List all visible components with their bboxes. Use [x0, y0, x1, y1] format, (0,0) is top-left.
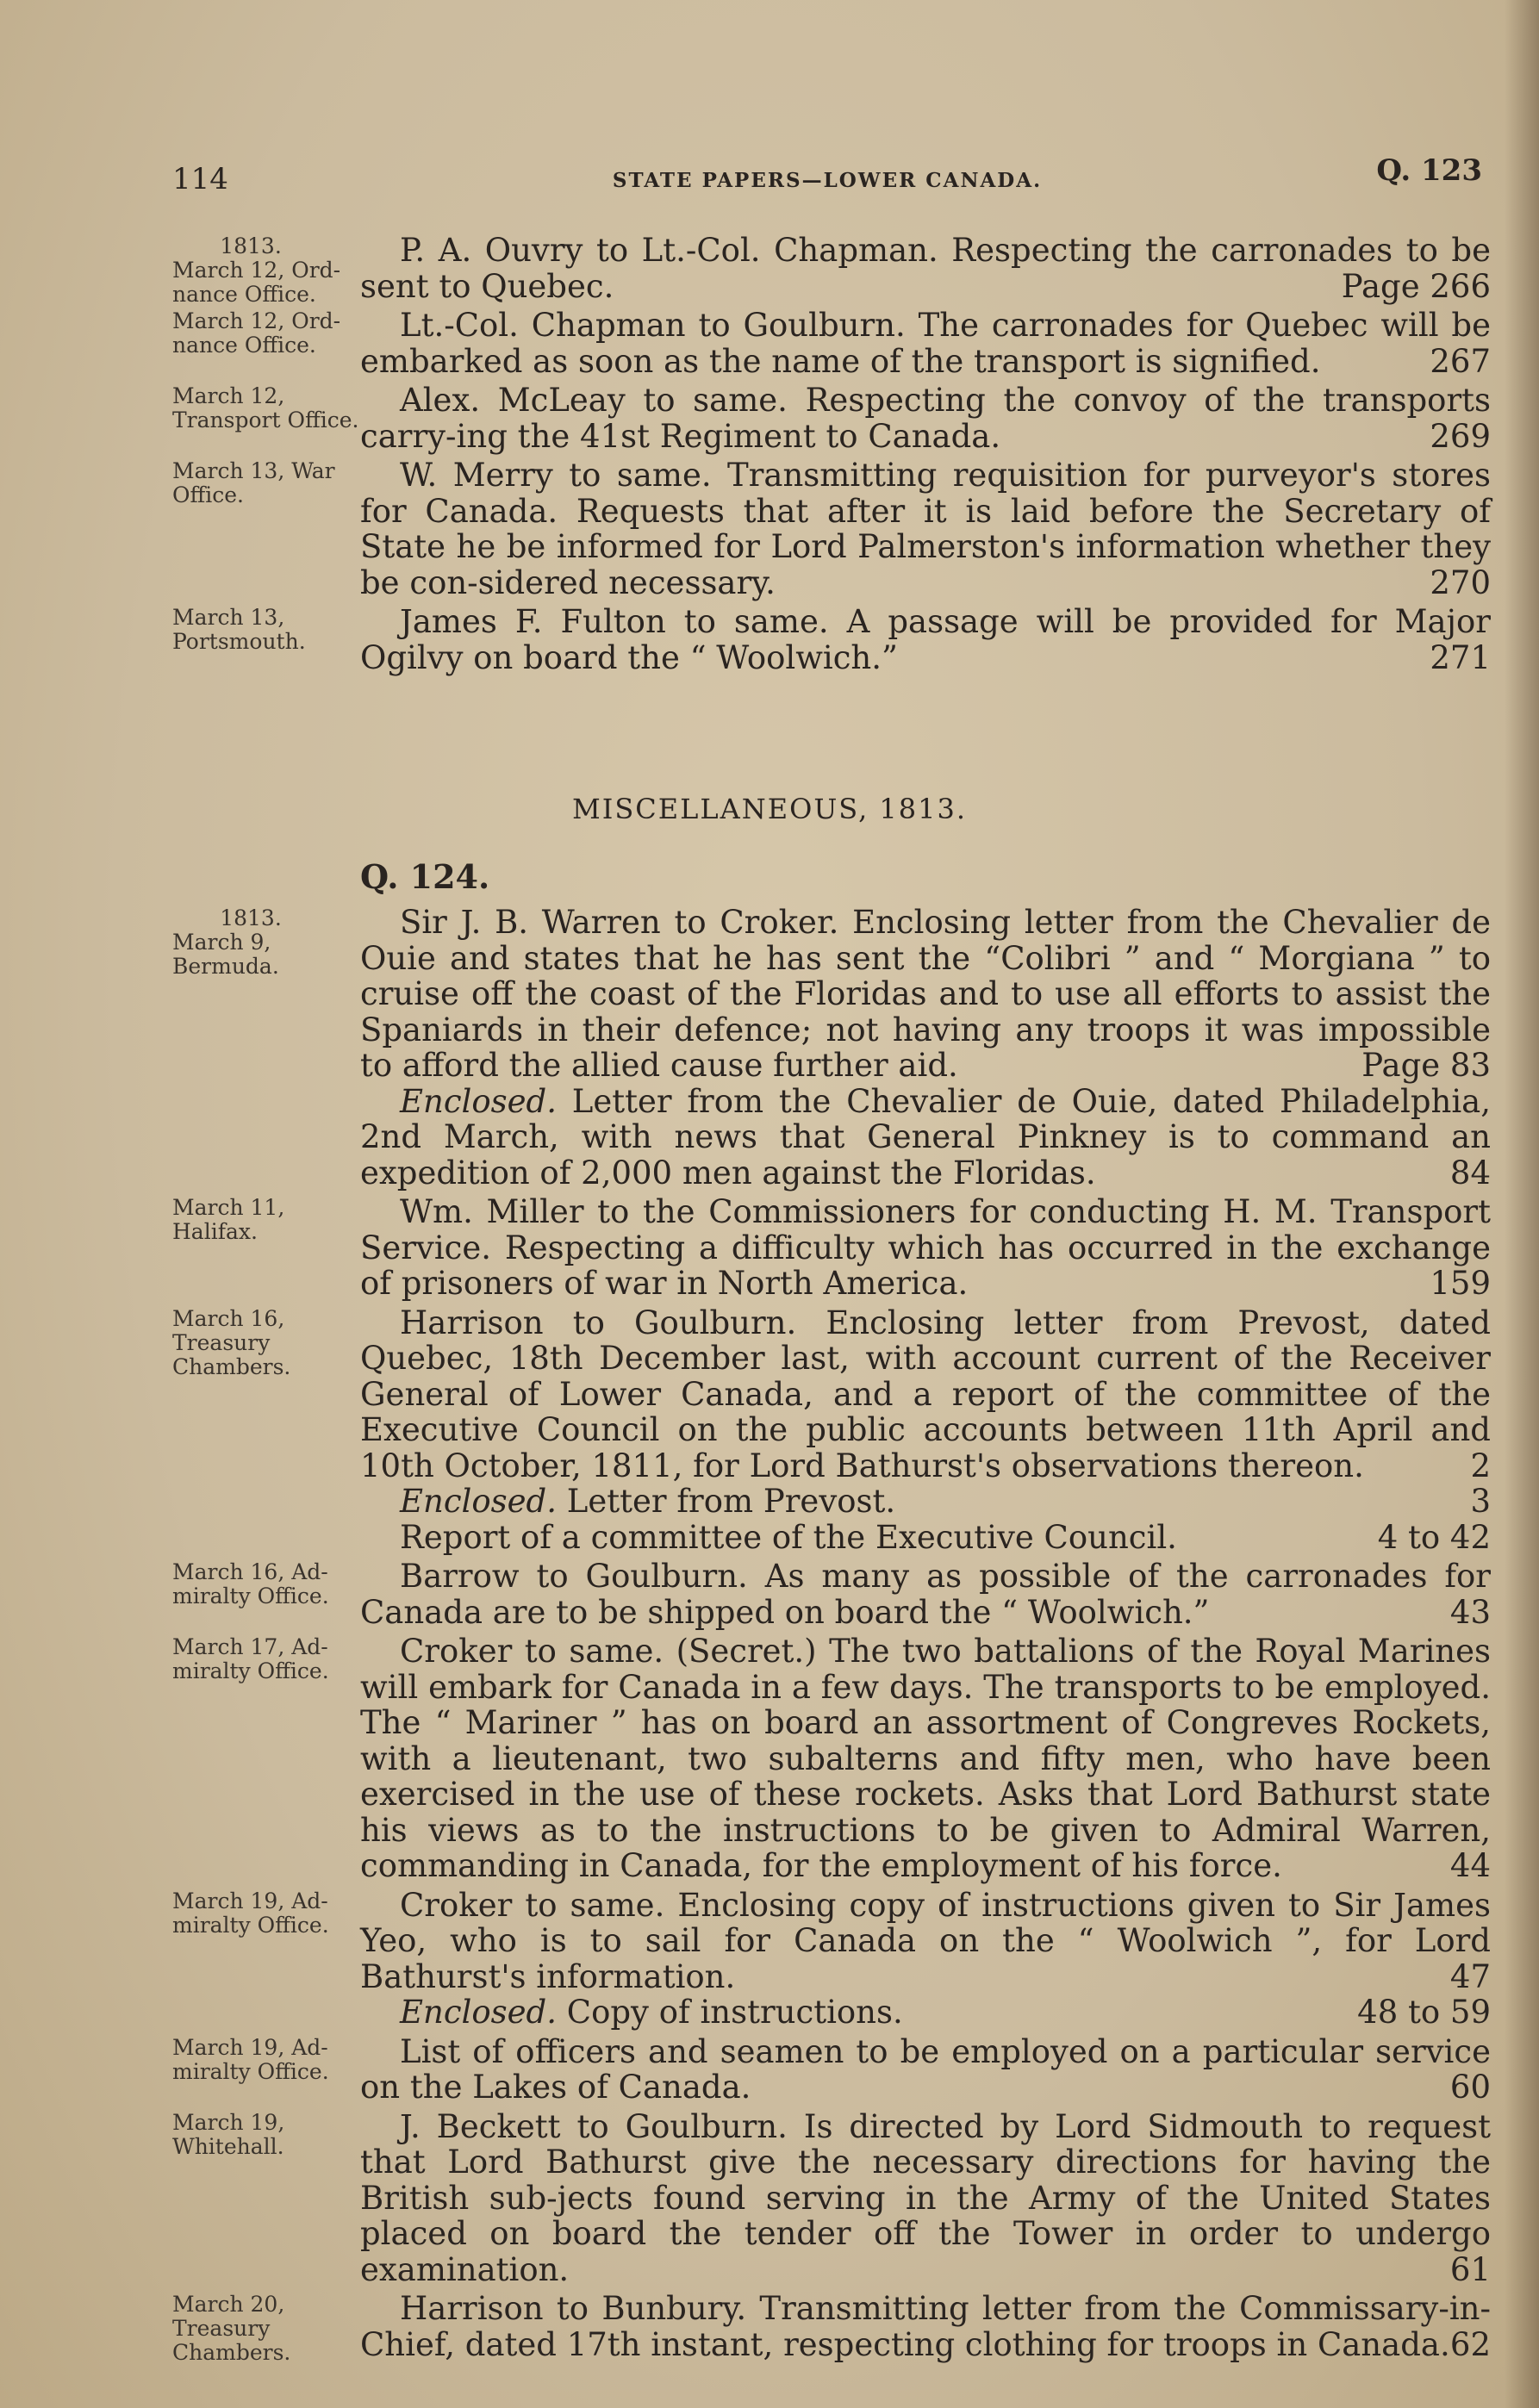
entry-date-place: [172, 459, 360, 507]
entry-page-ref: 47: [1449, 1957, 1491, 1995]
entry-body: [360, 383, 1491, 454]
entry-year: 1813.: [220, 905, 282, 930]
entry-paragraph: [360, 457, 1491, 600]
entry-side-note: March 19, Whitehall.: [172, 2109, 285, 2159]
entry-body: [360, 2109, 1491, 2288]
entry: [172, 1888, 1491, 2031]
entry-paragraph: [360, 1633, 1491, 1884]
entry-paragraph: [360, 383, 1491, 454]
enclosure-page-ref: 48 to 59: [1357, 1994, 1491, 2031]
entry-page-ref: Page 83: [1361, 1047, 1491, 1084]
entry-date-place: [172, 2293, 360, 2365]
entry-page-ref: 267: [1430, 342, 1491, 380]
entry: [172, 1559, 1491, 1630]
entry-enclosure: [360, 1084, 1491, 1192]
enclosure-label: Enclosed.: [400, 1082, 558, 1120]
entry-side-note: March 12, Transport Office.: [172, 383, 359, 432]
entry-paragraph: [360, 2034, 1491, 2106]
entry: [172, 1305, 1491, 1556]
entry-paragraph: [360, 1559, 1491, 1630]
entry-body: [360, 1633, 1491, 1884]
entry-text: James F. Fulton to same. A passage will be provided for Major Ogilvy on board the “ Woolwich.”: [360, 603, 1491, 676]
entry-date-place: [172, 1307, 360, 1379]
entry-body: [360, 2291, 1491, 2362]
entry-text: Croker to same. Enclosing copy of instructions given to Sir James Yeo, who is to sail for Canada on the “ Woolwich ”, for Lord Bathurst's information.: [360, 1886, 1491, 1995]
entry-text: W. Merry to same. Transmitting requisition for purveyor's stores for Canada. Requests that after it is laid before the Secretary of State he be informed for Lord Palmerston's information whether they be con-sidered necessary.: [360, 457, 1491, 601]
entry-text: Wm. Miller to the Commissioners for conducting H. M. Transport Service. Respecting a difficulty which has occurred in the exchange of prisoners of war in North America.: [360, 1193, 1491, 1302]
entry-date-place: [172, 309, 360, 358]
entry-side-note: March 19, Ad-miralty Office.: [172, 2034, 329, 2084]
entry-date-place: [172, 1635, 360, 1683]
enclosure-text: Report of a committee of the Executive Council.: [400, 1518, 1177, 1556]
entry-side-note: March 16, Treasury Chambers.: [172, 1305, 291, 1379]
volume-number: Q. 123: [1376, 153, 1482, 188]
entry-text: List of officers and seamen to be employed on a particular service on the Lakes of Canada.: [360, 2032, 1491, 2106]
entry-enclosure: [360, 1994, 1491, 2031]
entry-page-ref: 62: [1449, 2325, 1491, 2363]
entry-enclosure: [360, 1520, 1491, 1556]
entry-page-ref: 44: [1449, 1847, 1491, 1884]
entry-text: Lt.-Col. Chapman to Goulburn. The carronades for Quebec will be embarked as soon as the name of the transport is signified.: [360, 307, 1491, 380]
entry-page-ref: 60: [1449, 2069, 1491, 2106]
entry-text: Alex. McLeay to same. Respecting the convoy of the transports carry-ing the 41st Regiment to Canada.: [360, 382, 1491, 455]
entry-side-note: March 12, Ord-nance Office.: [172, 308, 341, 358]
entry-paragraph: [360, 233, 1491, 304]
entry-body: [360, 233, 1491, 304]
entry-text: P. A. Ouvry to Lt.-Col. Chapman. Respecting the carronades to be sent to Quebec.: [360, 232, 1491, 305]
section-volume: Q. 124.: [360, 857, 490, 896]
entry-paragraph: [360, 2291, 1491, 2362]
entry-text: Croker to same. (Secret.) The two battalions of the Royal Marines will embark for Canada in a few days. The transports to be employed. The “ Mariner ” has on board an assortment of Congreves Rockets, with a lieutenant, two subalterns and fifty men, who have been exercised in the use of these rockets. Asks that Lord Bathurst state his views as to the instructions to be given to Admiral Warren, commanding in Canada, for the employment of his force.: [360, 1633, 1491, 1884]
enclosure-text: Copy of instructions.: [566, 1994, 903, 2031]
entry-date-place: [172, 2036, 360, 2084]
entry: [172, 905, 1491, 1191]
entry-body: [360, 308, 1491, 379]
entry-paragraph: [360, 308, 1491, 379]
entry-enclosure: [360, 1484, 1491, 1520]
running-title: STATE PAPERS—LOWER CANADA.: [612, 169, 1043, 192]
entry-paragraph: [360, 604, 1491, 675]
entry: [172, 1194, 1491, 1302]
entry-body: [360, 1194, 1491, 1302]
enclosure-page-ref: 84: [1449, 1154, 1491, 1192]
entry-page-ref: 270: [1430, 563, 1491, 601]
entry-body: [360, 1305, 1491, 1556]
entry: [172, 604, 1491, 675]
entry-paragraph: [360, 1305, 1491, 1484]
entry-page-ref: Page 266: [1341, 267, 1491, 305]
q124-entries: [172, 905, 1491, 2366]
entry: [172, 2034, 1491, 2106]
entry-paragraph: [360, 1194, 1491, 1302]
enclosure-text: Letter from Prevost.: [566, 1483, 896, 1520]
entry-side-note: March 12, Ord-nance Office.: [172, 258, 341, 307]
entry: [172, 383, 1491, 454]
enclosure-label: Enclosed.: [400, 1483, 558, 1520]
entry-text: Sir J. B. Warren to Croker. Enclosing letter from the Chevalier de Ouie and states that he has sent the “Colibri ” and “ Morgiana ” to cruise off the coast of the Floridas and to use all efforts to assist the Spaniards in their defence; not having any troops it was impossible to afford the allied cause further aid.: [360, 904, 1491, 1084]
entry-page-ref: 159: [1430, 1265, 1491, 1302]
entry-page-ref: 43: [1449, 1593, 1491, 1631]
entry-year: 1813.: [220, 233, 282, 258]
entry-date-place: [172, 384, 360, 432]
section-title: MISCELLANEOUS, 1813.: [571, 793, 968, 825]
entry-text: Harrison to Goulburn. Enclosing letter from Prevost, dated Quebec, 18th December last, with account current of the Receiver General of Lower Canada, and a report of the committee of the Executive Council on the public accounts between 11th April and 10th October, 1811, for Lord Bathurst's observations thereon.: [360, 1304, 1491, 1484]
entry-body: [360, 1888, 1491, 2031]
page-number: 114: [172, 162, 228, 196]
entry-page-ref: 271: [1430, 638, 1491, 676]
entry-body: [360, 905, 1491, 1191]
enclosure-text: Letter from the Chevalier de Ouie, dated Philadelphia, 2nd March, with news that General Pinkney is to command an expedition of 2,000 men against the Floridas.: [360, 1082, 1492, 1192]
entry-side-note: March 16, Ad-miralty Office.: [172, 1559, 329, 1608]
entry: [172, 2109, 1491, 2288]
entry-paragraph: [360, 905, 1491, 1084]
entry-text: J. Beckett to Goulburn. Is directed by Lord Sidmouth to request that Lord Bathurst give the necessary directions for having the British sub-jects found serving in the Army of the United States placed on board the tender off the Tower in order to undergo examination.: [360, 2107, 1491, 2288]
entry-side-note: March 20, Treasury Chambers.: [172, 2292, 291, 2365]
entry-text: Barrow to Goulburn. As many as possible of the carronades for Canada are to be shipped on board the “ Woolwich.”: [360, 1558, 1491, 1631]
entry-side-note: March 13, War Office.: [172, 458, 335, 507]
entry-page-ref: 269: [1430, 417, 1491, 455]
entry-page-ref: 2: [1470, 1447, 1491, 1484]
entry-date-place: [172, 1560, 360, 1608]
entry-text: Harrison to Bunbury. Transmitting letter from the Commissary-in-Chief, dated 17th instant, respecting clothing for troops in Canada.: [360, 2290, 1491, 2363]
entry-body: [360, 2034, 1491, 2106]
entry-side-note: March 9, Bermuda.: [172, 930, 279, 979]
q123-entries: [172, 233, 1491, 679]
entry: [172, 232, 1491, 307]
enclosure-page-ref: 3: [1470, 1483, 1491, 1520]
enclosure-label: Enclosed.: [400, 1994, 558, 2031]
entry-side-note: March 13, Portsmouth.: [172, 605, 306, 654]
page-header: [172, 153, 1482, 196]
entry-body: [360, 457, 1491, 600]
entry: [172, 1633, 1491, 1884]
entry-body: [360, 1559, 1491, 1630]
entry-paragraph: [360, 1888, 1491, 1995]
entry-side-note: March 19, Ad-miralty Office.: [172, 1888, 329, 1938]
entry: [172, 2290, 1491, 2365]
entry: [172, 308, 1491, 379]
entry-page-ref: 61: [1449, 2250, 1491, 2288]
entry-date-place: [172, 234, 360, 307]
entry-side-note: March 17, Ad-miralty Office.: [172, 1634, 329, 1683]
entry: [172, 457, 1491, 600]
entry-date-place: [172, 1196, 360, 1244]
entry-date-place: [172, 606, 360, 654]
entry-body: [360, 604, 1491, 675]
page-spine-shadow: [1505, 0, 1539, 2408]
entry-date-place: [172, 1889, 360, 1938]
entry-date-place: [172, 2111, 360, 2159]
entry-paragraph: [360, 2109, 1491, 2288]
enclosure-page-ref: 4 to 42: [1377, 1518, 1491, 1556]
entry-date-place: [172, 906, 360, 979]
entry-side-note: March 11, Halifax.: [172, 1195, 285, 1244]
